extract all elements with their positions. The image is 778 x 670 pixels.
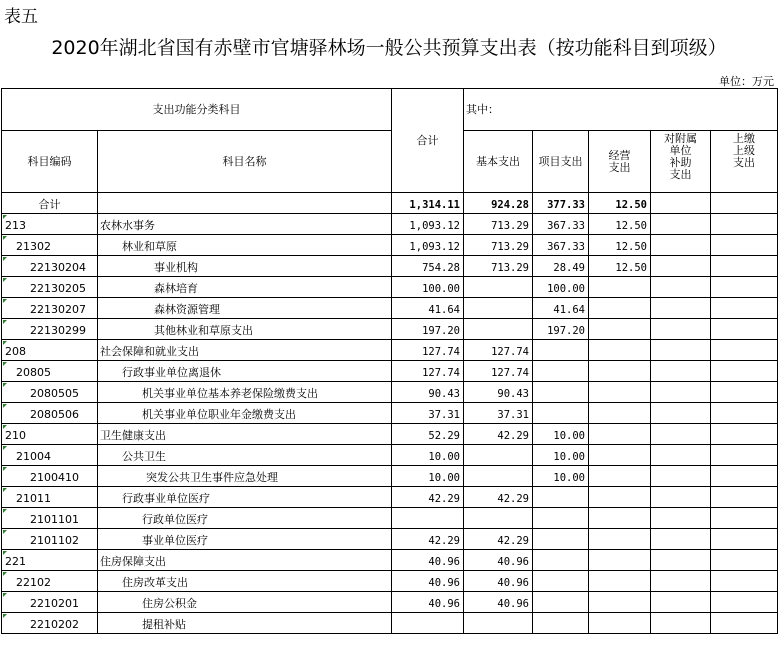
summary-label: 合计 <box>2 193 98 214</box>
row-project <box>533 340 589 361</box>
row-project: 10.00 <box>533 424 589 445</box>
row-project: 197.20 <box>533 319 589 340</box>
row-name: 突发公共卫生事件应急处理 <box>98 466 392 487</box>
row-total: 1,093.12 <box>392 235 464 256</box>
row-code: 2101102 <box>2 529 98 550</box>
row-basic: 713.29 <box>464 235 533 256</box>
row-total: 42.29 <box>392 529 464 550</box>
row-name: 机关事业单位基本养老保险缴费支出 <box>98 382 392 403</box>
row-code: 21004 <box>2 445 98 466</box>
row-total: 40.96 <box>392 592 464 613</box>
row-subsidy <box>651 571 711 592</box>
row-total: 41.64 <box>392 298 464 319</box>
row-basic: 42.29 <box>464 529 533 550</box>
row-total: 40.96 <box>392 571 464 592</box>
row-upper <box>711 508 778 529</box>
row-project <box>533 571 589 592</box>
row-project <box>533 550 589 571</box>
row-basic: 40.96 <box>464 592 533 613</box>
row-basic <box>464 298 533 319</box>
row-basic: 713.29 <box>464 256 533 277</box>
row-operating: 12.50 <box>589 235 651 256</box>
row-project <box>533 529 589 550</box>
header-upper: 上缴 上级 支出 <box>711 131 778 193</box>
row-total: 52.29 <box>392 424 464 445</box>
row-name: 事业机构 <box>98 256 392 277</box>
summary-operating: 12.50 <box>589 193 651 214</box>
row-upper <box>711 445 778 466</box>
row-total: 197.20 <box>392 319 464 340</box>
row-name: 行政事业单位医疗 <box>98 487 392 508</box>
summary-upper <box>711 193 778 214</box>
summary-total: 1,314.11 <box>392 193 464 214</box>
row-basic: 37.31 <box>464 403 533 424</box>
row-subsidy <box>651 382 711 403</box>
row-project <box>533 487 589 508</box>
row-name: 行政事业单位离退休 <box>98 361 392 382</box>
row-subsidy <box>651 550 711 571</box>
row-basic: 127.74 <box>464 361 533 382</box>
row-upper <box>711 571 778 592</box>
row-project: 41.64 <box>533 298 589 319</box>
table-row <box>2 403 778 424</box>
header-code: 科目编码 <box>2 131 98 193</box>
row-operating <box>589 403 651 424</box>
row-code: 21302 <box>2 235 98 256</box>
table-row <box>2 319 778 340</box>
row-total: 754.28 <box>392 256 464 277</box>
row-upper <box>711 466 778 487</box>
row-upper <box>711 613 778 634</box>
row-operating: 12.50 <box>589 256 651 277</box>
table-row <box>2 424 778 445</box>
header-total: 合计 <box>392 89 464 193</box>
row-total: 42.29 <box>392 487 464 508</box>
row-upper <box>711 340 778 361</box>
header-subsidy: 对附属 单位 补助 支出 <box>651 131 711 193</box>
table-label: 表五 <box>4 7 38 27</box>
table-row <box>2 277 778 298</box>
row-code: 221 <box>2 550 98 571</box>
row-operating <box>589 424 651 445</box>
page-title: 2020年湖北省国有赤壁市官塘驿林场一般公共预算支出表（按功能科目到项级） <box>51 37 727 59</box>
row-basic: 42.29 <box>464 487 533 508</box>
row-operating <box>589 382 651 403</box>
table-row <box>2 382 778 403</box>
header-name: 科目名称 <box>98 131 392 193</box>
row-code: 2100410 <box>2 466 98 487</box>
row-subsidy <box>651 466 711 487</box>
row-project: 367.33 <box>533 214 589 235</box>
row-operating <box>589 529 651 550</box>
row-total: 10.00 <box>392 466 464 487</box>
row-project <box>533 382 589 403</box>
row-basic <box>464 445 533 466</box>
row-total: 37.31 <box>392 403 464 424</box>
row-project: 367.33 <box>533 235 589 256</box>
row-project <box>533 592 589 613</box>
row-code: 22130299 <box>2 319 98 340</box>
row-code: 22130205 <box>2 277 98 298</box>
row-code: 208 <box>2 340 98 361</box>
table-row <box>2 571 778 592</box>
row-subsidy <box>651 235 711 256</box>
table-row <box>2 592 778 613</box>
row-upper <box>711 298 778 319</box>
row-operating <box>589 613 651 634</box>
row-total: 100.00 <box>392 277 464 298</box>
row-upper <box>711 382 778 403</box>
row-name: 森林培育 <box>98 277 392 298</box>
row-basic: 42.29 <box>464 424 533 445</box>
unit-label: 单位：万元 <box>719 75 774 88</box>
table-row <box>2 508 778 529</box>
row-upper <box>711 424 778 445</box>
row-subsidy <box>651 319 711 340</box>
row-basic <box>464 613 533 634</box>
row-name: 事业单位医疗 <box>98 529 392 550</box>
table-row <box>2 550 778 571</box>
row-project <box>533 361 589 382</box>
table-row <box>2 361 778 382</box>
row-upper <box>711 319 778 340</box>
row-name: 社会保障和就业支出 <box>98 340 392 361</box>
table-row <box>2 214 778 235</box>
row-subsidy <box>651 592 711 613</box>
row-name: 机关事业单位职业年金缴费支出 <box>98 403 392 424</box>
table-row <box>2 487 778 508</box>
row-subsidy <box>651 361 711 382</box>
row-code: 22130204 <box>2 256 98 277</box>
row-name: 森林资源管理 <box>98 298 392 319</box>
row-project <box>533 508 589 529</box>
row-name: 农林水事务 <box>98 214 392 235</box>
row-project <box>533 403 589 424</box>
row-total: 40.96 <box>392 550 464 571</box>
row-upper <box>711 256 778 277</box>
row-operating <box>589 487 651 508</box>
row-subsidy <box>651 487 711 508</box>
row-project: 10.00 <box>533 445 589 466</box>
table-row <box>2 298 778 319</box>
table-row <box>2 340 778 361</box>
row-subsidy <box>651 277 711 298</box>
row-upper <box>711 529 778 550</box>
table-row <box>2 235 778 256</box>
row-name: 其他林业和草原支出 <box>98 319 392 340</box>
summary-row <box>2 193 778 214</box>
row-subsidy <box>651 613 711 634</box>
row-code: 22102 <box>2 571 98 592</box>
row-operating <box>589 445 651 466</box>
header-of-which: 其中： <box>464 89 778 131</box>
row-project: 28.49 <box>533 256 589 277</box>
row-project <box>533 613 589 634</box>
budget-table <box>1 88 778 634</box>
row-code: 22130207 <box>2 298 98 319</box>
row-operating <box>589 550 651 571</box>
row-operating <box>589 298 651 319</box>
table-row <box>2 256 778 277</box>
row-upper <box>711 235 778 256</box>
row-operating <box>589 592 651 613</box>
row-code: 213 <box>2 214 98 235</box>
row-project: 100.00 <box>533 277 589 298</box>
row-upper <box>711 361 778 382</box>
summary-basic: 924.28 <box>464 193 533 214</box>
row-basic: 90.43 <box>464 382 533 403</box>
row-code: 21011 <box>2 487 98 508</box>
row-code: 2210201 <box>2 592 98 613</box>
row-name: 行政单位医疗 <box>98 508 392 529</box>
row-upper <box>711 487 778 508</box>
row-basic: 713.29 <box>464 214 533 235</box>
header-basic: 基本支出 <box>464 131 533 193</box>
row-total <box>392 613 464 634</box>
row-subsidy <box>651 403 711 424</box>
row-basic: 127.74 <box>464 340 533 361</box>
row-total: 127.74 <box>392 340 464 361</box>
row-operating <box>589 508 651 529</box>
row-total <box>392 508 464 529</box>
row-operating: 12.50 <box>589 214 651 235</box>
table-row <box>2 466 778 487</box>
header-project: 项目支出 <box>533 131 589 193</box>
row-code: 210 <box>2 424 98 445</box>
row-operating <box>589 361 651 382</box>
table-row <box>2 445 778 466</box>
row-total: 90.43 <box>392 382 464 403</box>
row-subsidy <box>651 340 711 361</box>
row-basic <box>464 508 533 529</box>
row-total: 10.00 <box>392 445 464 466</box>
row-subsidy <box>651 298 711 319</box>
row-name: 住房改革支出 <box>98 571 392 592</box>
row-basic <box>464 466 533 487</box>
row-subsidy <box>651 508 711 529</box>
row-basic <box>464 319 533 340</box>
row-total: 127.74 <box>392 361 464 382</box>
row-project: 10.00 <box>533 466 589 487</box>
row-code: 2080506 <box>2 403 98 424</box>
row-subsidy <box>651 445 711 466</box>
row-code: 20805 <box>2 361 98 382</box>
row-subsidy <box>651 256 711 277</box>
row-name: 住房保障支出 <box>98 550 392 571</box>
row-basic: 40.96 <box>464 550 533 571</box>
row-operating <box>589 319 651 340</box>
row-code: 2080505 <box>2 382 98 403</box>
row-operating <box>589 340 651 361</box>
row-name: 林业和草原 <box>98 235 392 256</box>
row-upper <box>711 403 778 424</box>
row-name: 住房公积金 <box>98 592 392 613</box>
table-row <box>2 613 778 634</box>
row-basic <box>464 277 533 298</box>
row-upper <box>711 550 778 571</box>
row-upper <box>711 214 778 235</box>
row-basic: 40.96 <box>464 571 533 592</box>
table-row <box>2 529 778 550</box>
row-subsidy <box>651 424 711 445</box>
row-upper <box>711 277 778 298</box>
header-category: 支出功能分类科目 <box>2 89 392 131</box>
summary-name <box>98 193 392 214</box>
summary-subsidy <box>651 193 711 214</box>
row-subsidy <box>651 214 711 235</box>
row-operating <box>589 277 651 298</box>
row-name: 卫生健康支出 <box>98 424 392 445</box>
row-name: 提租补贴 <box>98 613 392 634</box>
row-upper <box>711 592 778 613</box>
row-operating <box>589 571 651 592</box>
row-total: 1,093.12 <box>392 214 464 235</box>
header-operating: 经营 支出 <box>589 131 651 193</box>
row-name: 公共卫生 <box>98 445 392 466</box>
row-subsidy <box>651 529 711 550</box>
row-operating <box>589 466 651 487</box>
row-code: 2101101 <box>2 508 98 529</box>
summary-project: 377.33 <box>533 193 589 214</box>
row-code: 2210202 <box>2 613 98 634</box>
